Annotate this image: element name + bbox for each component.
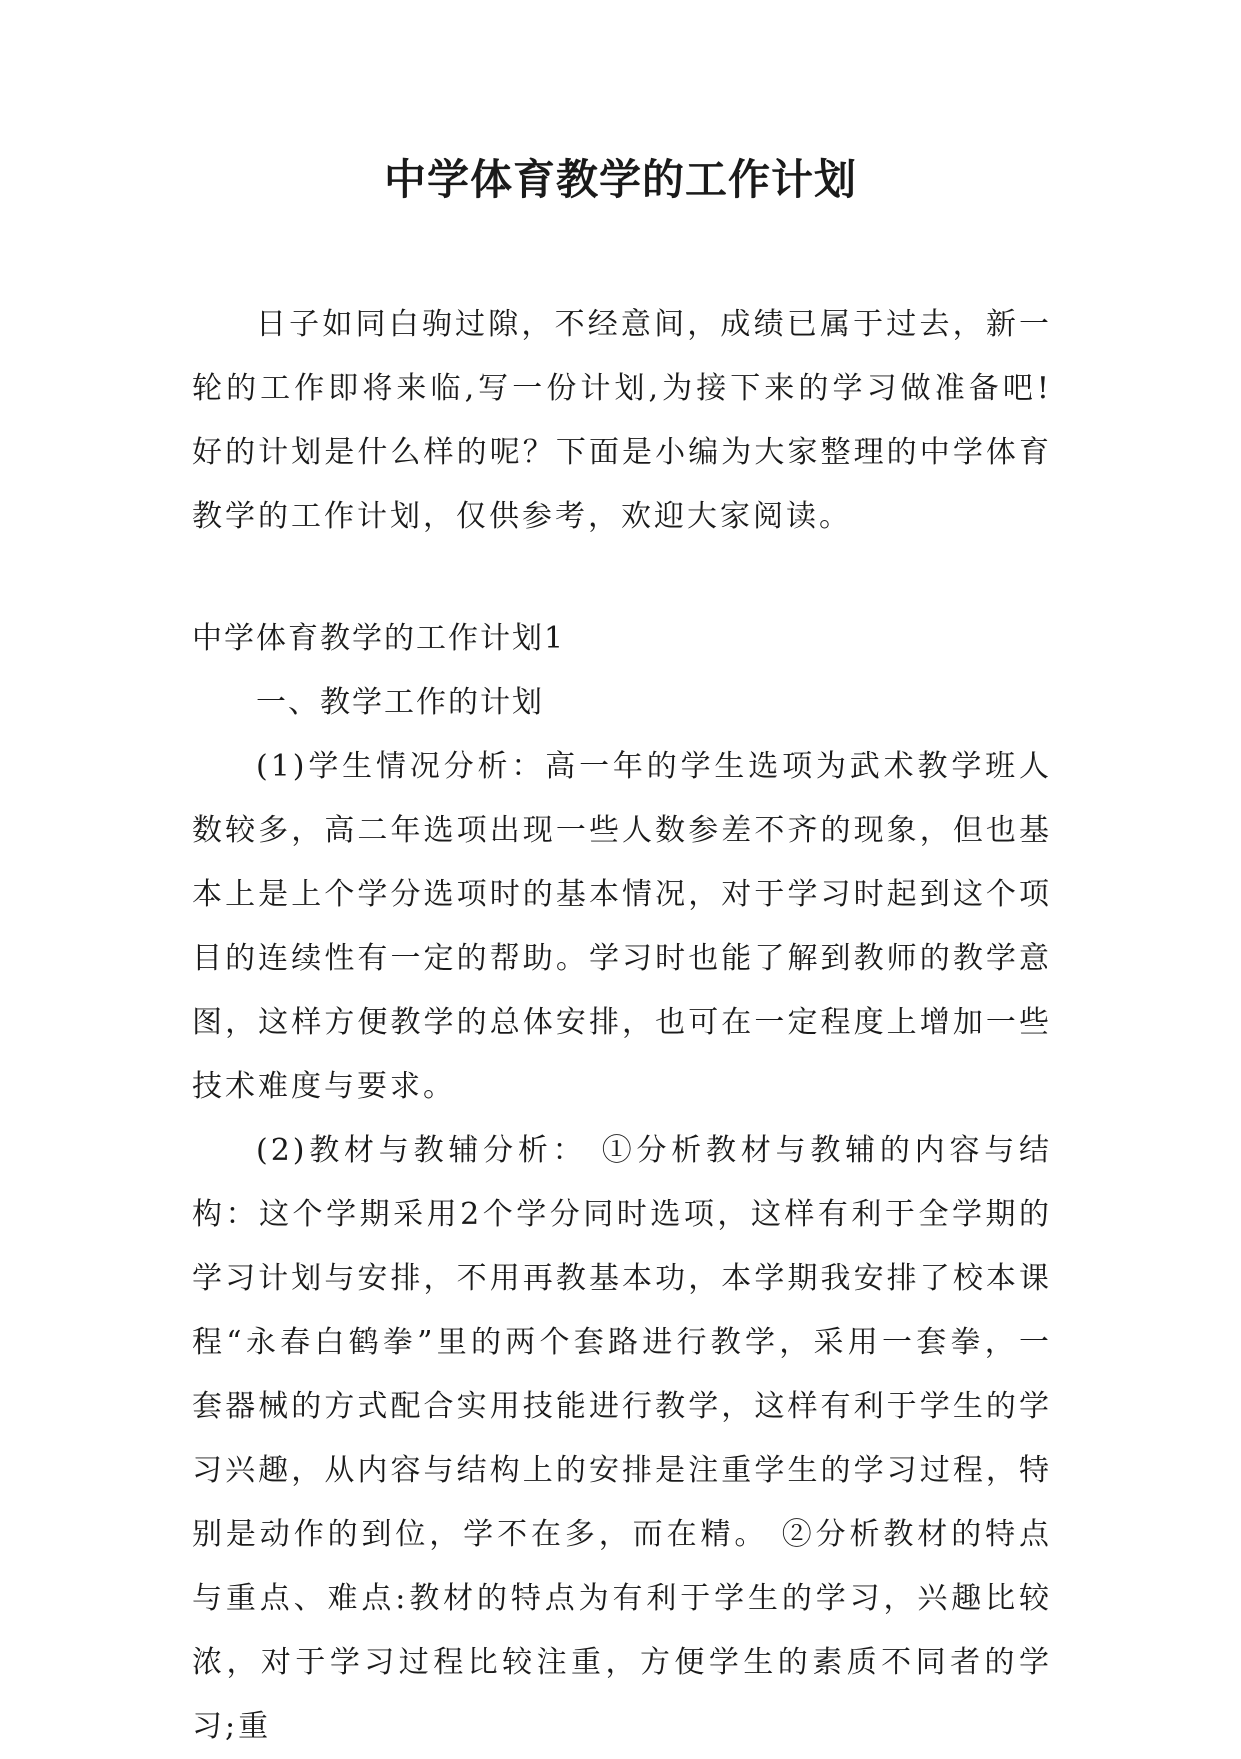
subheading: 一、教学工作的计划 [256,685,544,720]
student-analysis-paragraph: (1)学生情况分析：高一年的学生选项为武术教学班人数较多，高二年选项出现一些人数参差不齐的现象，但也基本上是上个学分选项时的基本情况，对于学习时起到这个项目的连续性有一定的帮助。学习时也能了解到教师的教学意图，这样方便教学的总体安排，也可在一定程度上增加一些技术难度与要求。 [192,749,1052,1104]
paragraph-spacer [192,549,1052,607]
document-title: 中学体育教学的工作计划 [383,155,857,204]
intro-paragraph: 日子如同白驹过隙，不经意间，成绩已属于过去，新一轮的工作即将来临,写一份计划,为接下来的学习做准备吧!好的计划是什么样的呢？下面是小编为大家整理的中学体育教学的工作计划，仅供参考，欢迎大家阅读。 [192,307,1052,534]
materials-analysis-paragraph: (2)教材与教辅分析： ①分析教材与教辅的内容与结构：这个学期采用2个学分同时选项，这样有利于全学期的学习计划与安排，不用再教基本功，本学期我安排了校本课程“永春白鹤拳”里的两个套路进行教学，采用一套拳，一套器械的方式配合实用技能进行教学，这样有利于学生的学习兴趣，从内容与结构上的安排是注重学生的学习过程，特别是动作的到位，学不在多，而在精。 ②分析教材的特点与重点、难点:教材的特点为有利于学生的学习，兴趣比较浓，对于学习过程比较注重，方便学生的素质不同者的学习;重 [192,1133,1052,1744]
section-heading: 中学体育教学的工作计划1 [192,621,566,656]
document-body [192,293,1052,1759]
